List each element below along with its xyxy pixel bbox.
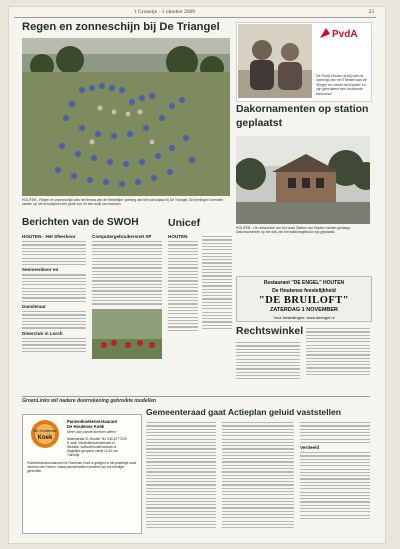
bakery-address	[67, 437, 139, 457]
restaurant-web: Voor bestellingen: www.deengel.nl	[273, 315, 335, 320]
headline-station-1: Dakornamenten op station	[236, 103, 369, 115]
top-rule	[14, 17, 376, 18]
swoh-text-3	[22, 311, 86, 329]
geluid-col-2	[222, 420, 294, 540]
unicef-text-2	[202, 236, 232, 329]
headline-unicef: Unicef	[168, 217, 201, 229]
rechtswinkel-text-2	[306, 328, 370, 375]
restaurant-ad	[236, 276, 372, 322]
pvda-caption: De PvdA Houten is blij met de opening van het Theater aan de Slinger en wenst het theater en zijn gebruikers een bruisende toekomst!	[316, 74, 367, 96]
restaurant-date: ZATERDAG 1 NOVEMBER	[269, 307, 339, 313]
geluid-text-2	[222, 422, 294, 528]
caption-station: HOUTEN - De restauratie van het oude Station van Houten verdert gestaag. Dakornamenten op het dak van het stationsgebouw zijn geplaatst.	[236, 226, 351, 234]
restaurant-name: "DE BRUILOFT"	[258, 295, 350, 306]
headline-swoh: Berichten van de SWOH	[22, 217, 139, 228]
pvda-photo	[238, 24, 312, 98]
unicef-col-1	[168, 234, 198, 394]
caption-triangel: HOUTEN - Regen en zonneschijn was het thema van de feestelijke opening van het schooljaar bij De Triangel. De leerlingen vormden samen op het schoolplein een grote zon en een wolk van mensen.	[22, 198, 224, 206]
bakery-title-line2: De Houtense Koek	[67, 424, 104, 429]
geluid-sub: Verdeeld	[300, 445, 320, 451]
geluid-col-1	[146, 420, 216, 540]
koek-logo-line1: De Houtense	[33, 428, 57, 433]
pvda-logo-text: PvdA	[332, 29, 358, 40]
bakery-title	[67, 419, 139, 429]
headline-rechtswinkel: Rechtswinkel	[236, 325, 304, 337]
restaurant-line2: De Houtense feestelijkheid	[272, 288, 336, 294]
bakery-title-line1: Pannenkoekenrestaurant	[67, 419, 118, 424]
photo-triangel	[22, 38, 230, 196]
swoh-col-1	[22, 234, 86, 394]
headline-station-2: geplaatst	[236, 117, 283, 129]
headline-geluid: Gemeenteraad gaat Actieplan geluid vaststellen	[146, 407, 342, 417]
swoh-text-4	[22, 338, 86, 352]
pvda-logo	[318, 26, 366, 40]
geluid-col-3	[300, 420, 370, 540]
swoh-sub-5: Computergebruikersnet XP	[92, 234, 152, 239]
restaurant-line1: Restaurant "DE ENGEL" HOUTEN	[263, 280, 345, 286]
swoh-sub-3: Dansleraar	[22, 303, 46, 309]
rechtswinkel-col-2	[306, 326, 370, 396]
greenlinks-bar: GroenLinks wil nadere doorrekening gebruikte modellen	[22, 398, 157, 404]
rechtswinkel-text-1	[236, 342, 300, 379]
bakery-addr-3: Website: www.dehoutensekoek.nl	[67, 445, 117, 449]
bakery-body: Pannenkoekenrestaurant De Houtense Koek is gelegen in het prachtige oude centrum van Houten. Naast pannenkoeken serveren wij ook heerlijke gerechten.	[27, 461, 137, 473]
swoh-text-5	[92, 241, 162, 305]
swoh-photo	[92, 309, 162, 359]
unicef-col-2	[202, 234, 232, 394]
headline-triangel: Regen en zonneschijn bij De Triangel	[22, 21, 220, 33]
greenlinks-rule	[22, 396, 370, 397]
bakery-ad	[22, 414, 142, 534]
page-number: 23	[368, 9, 374, 15]
geluid-text-1	[146, 422, 216, 528]
bakery-addr-5: Tuinvrije.	[67, 453, 81, 457]
bakery-sub: Meer dan pannenkoeken alleen	[67, 430, 117, 434]
koek-logo-line2: Koek	[37, 435, 53, 441]
swoh-col-2	[92, 234, 162, 394]
rechtswinkel-col-1	[236, 340, 300, 396]
swoh-sub-2: Seniorenkoor en	[22, 267, 59, 273]
swoh-text-2	[22, 274, 86, 301]
koek-logo	[27, 419, 63, 449]
unicef-sub: HOUTEN	[168, 234, 188, 239]
swoh-sub-4: Dinerclub in Lorch	[22, 330, 63, 336]
swoh-text-1	[22, 241, 86, 265]
masthead-paper: 't Groentje · 1 oktober 2008	[134, 9, 196, 15]
geluid-text-4	[300, 452, 370, 519]
swoh-sub-1: HOUTEN - Het Sfeerkoor	[22, 234, 76, 239]
unicef-text-1	[168, 241, 198, 331]
photo-station	[236, 136, 370, 224]
bakery-addr-2: E-mail: info@dehoutensekoek.nl	[67, 441, 115, 445]
bakery-addr-1: Molenstraat 31 Houten Tel. 030-6777229	[67, 437, 127, 441]
bakery-addr-4: Dagelijks geopend vanaf 11.00 uur	[67, 449, 118, 453]
geluid-text-3	[300, 422, 370, 443]
